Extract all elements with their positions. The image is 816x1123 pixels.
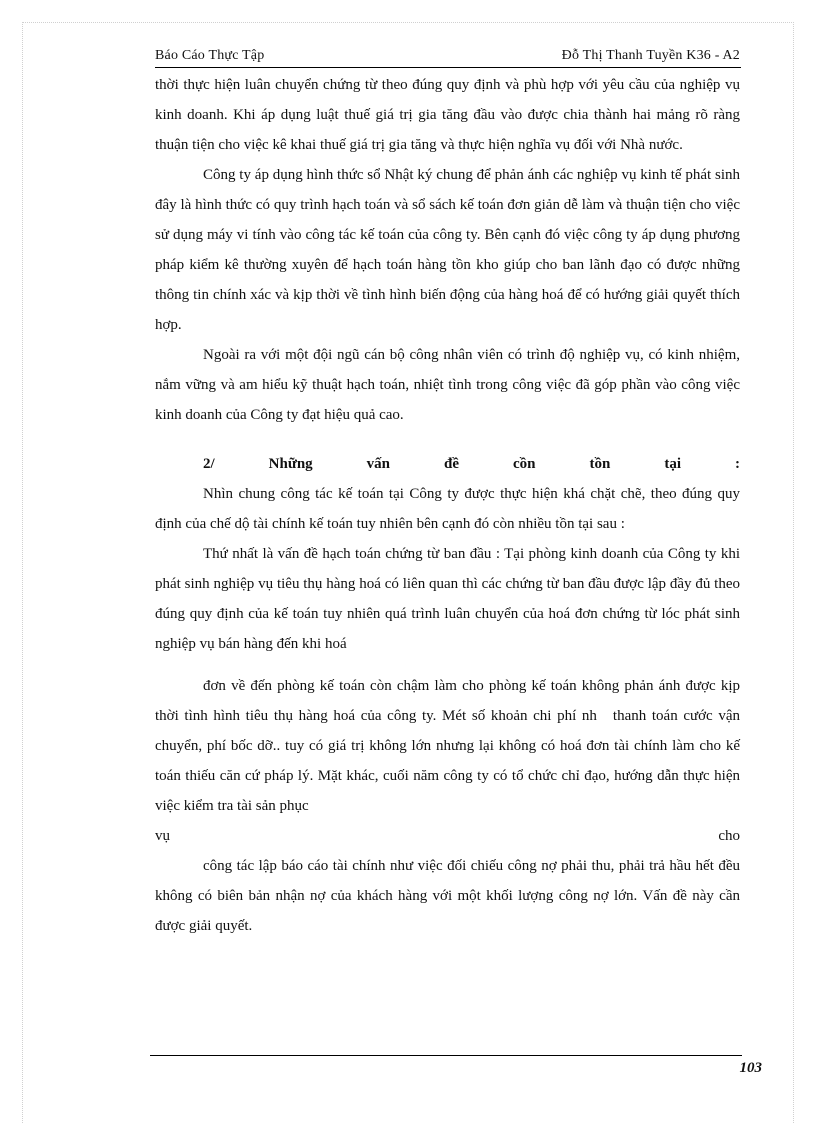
footer-rule xyxy=(150,1055,742,1056)
paragraph-6-left-word: vụ xyxy=(155,828,170,844)
paragraph-1: thời thực hiện luân chuyển chứng từ theo đúng quy định và phù hợp với yêu cầu của nghiệp vụ kinh doanh. Khi áp dụng luật thuế giá trị gia tăng đầu vào được chia thành hai mảng rõ ràng thuận tiện cho việc kê khai thuế giá trị gia tăng và thực hiện nghĩa vụ đối với Nhà nước. xyxy=(155,77,740,153)
page-header xyxy=(155,48,740,64)
header-report-title: Báo Cáo Thực Tập xyxy=(155,48,265,63)
document-body xyxy=(155,70,740,941)
paragraph-6-right-word: cho xyxy=(718,828,740,844)
paragraph-6-part-a: đơn về đến phòng kế toán còn chậm làm cho phòng kế toán không phản ánh được kịp thời tình hình tiêu thụ hàng hoá của công ty. Mét số khoản chi phí nh xyxy=(155,678,740,724)
section-heading: 2/ Những vấn đề cồn tồn tại : xyxy=(203,456,740,472)
page-number: 103 xyxy=(739,1060,762,1076)
paragraph-3: Ngoài ra với một đội ngũ cán bộ công nhân viên có trình độ nghiệp vụ, có kinh nhiệm, nắm vững và am hiểu kỹ thuật hạch toán, nhiệt tình trong công việc đã góp phần vào công việc kinh doanh của Công ty đạt hiệu quả cao. xyxy=(155,347,740,423)
paragraph-6 xyxy=(155,671,740,821)
header-rule xyxy=(155,67,741,68)
header-author: Đỗ Thị Thanh Tuyền K36 - A2 xyxy=(561,48,740,63)
paragraph-6-break-line xyxy=(155,821,740,851)
paragraph-4: Nhìn chung công tác kế toán tại Công ty được thực hiện khá chặt chẽ, theo đúng quy định của chế dộ tài chính kế toán tuy nhiên bên cạnh đó còn nhiều tồn tại sau : xyxy=(155,486,740,532)
paragraph-2: Công ty áp dụng hình thức sổ Nhật ký chung để phản ánh các nghiệp vụ kinh tế phát sinh đây là hình thức có quy trình hạch toán và sổ sách kế toán đơn giản dễ làm và thuận tiện cho việc sử dụng máy vi tính vào công tác kế toán của công ty. Bên cạnh đó việc công ty áp dụng phương pháp kiểm kê thường xuyên để hạch toán hàng tồn kho giúp cho ban lãnh đạo có được những thông tin chính xác và kịp thời về tình hình biến động của hàng hoá để có hướng giải quyết thích hợp. xyxy=(155,167,740,333)
paragraph-7: công tác lập báo cáo tài chính như việc đối chiếu công nợ phải thu, phải trả hầu hết đều không có biên bản nhận nợ của khách hàng với một khối lượng công nợ lớn. Vấn đề này cần được giải quyết. xyxy=(155,858,740,934)
paragraph-5: Thứ nhất là vấn đề hạch toán chứng từ ban đầu : Tại phòng kinh doanh của Công ty khi phát sinh nghiệp vụ tiêu thụ hàng hoá có liên quan thì các chứng từ ban đầu được lập đầy đủ theo đúng quy định của kế toán tuy nhiên quá trình luân chuyển của hoá đơn chứng từ lóc phát sinh nghiệp vụ bán hàng đến khi hoá xyxy=(155,546,740,652)
paragraph-6-part-b: thanh toán cước vận chuyển, phí bốc dỡ.. tuy có giá trị không lớn nhưng lại không có hoá đơn tài chính làm cho kế toán thiếu căn cứ pháp lý. Mặt khác, cuối năm công ty có tổ chức chỉ đạo, hướng dẫn thực hiện việc kiểm tra tài sản phục xyxy=(155,708,741,814)
